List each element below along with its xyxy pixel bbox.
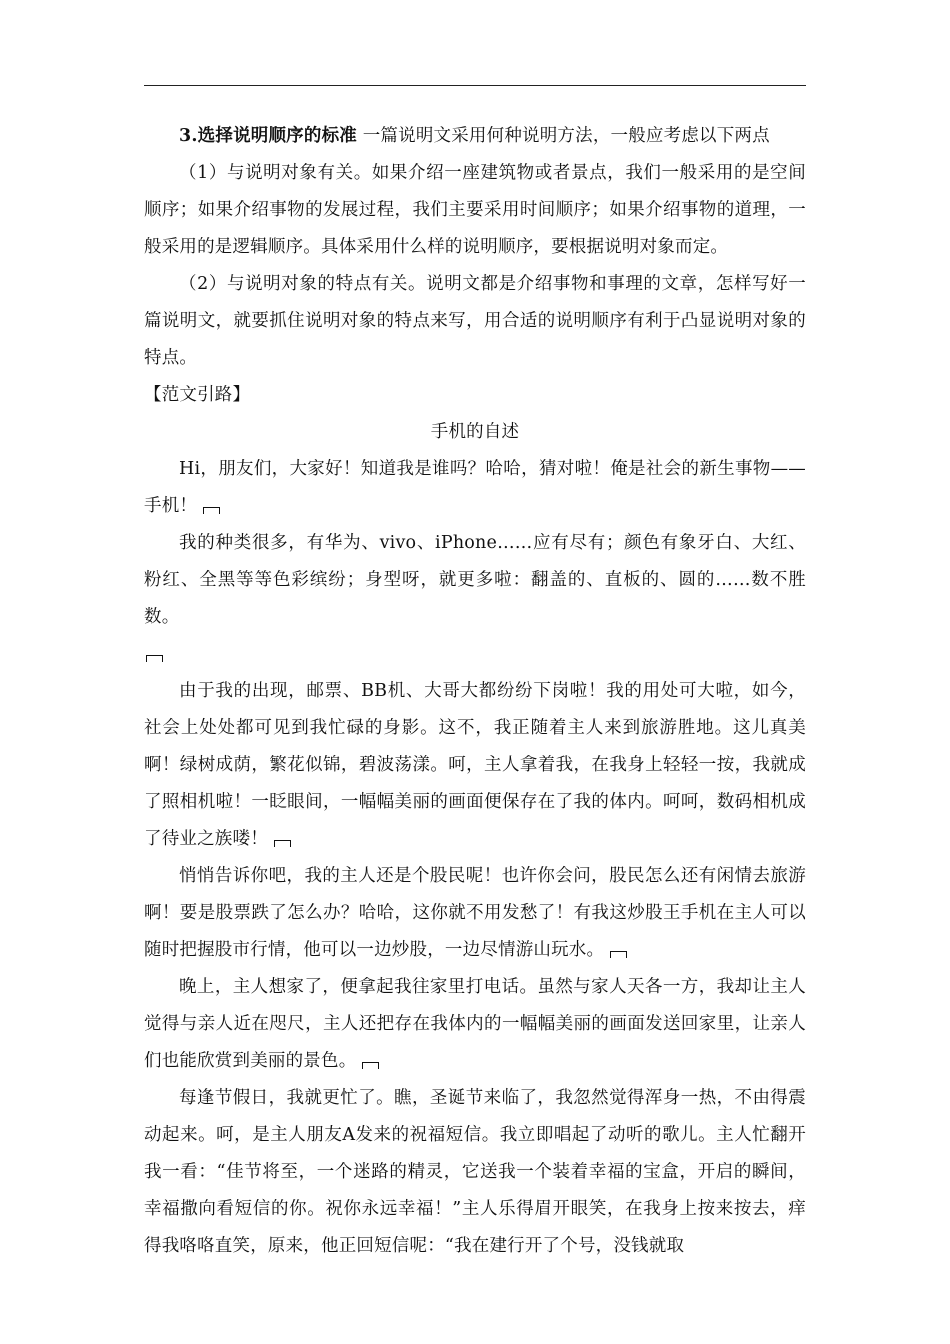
sample-paragraph-2 — [144, 525, 806, 636]
annotation-bracket-icon — [274, 840, 291, 847]
sample-paragraph-1-text: Hi，朋友们，大家好！知道我是谁吗？哈哈，猜对啦！俺是社会的新生事物——手机！ — [144, 459, 806, 516]
section-3-intro-text: 一篇说明文采用何种说明方法，一般应考虑以下两点 — [362, 126, 770, 146]
annotation-bracket-icon — [203, 507, 220, 514]
sample-paragraph-4-text: 悄悄告诉你吧，我的主人还是个股民呢！也许你会问，股民怎么还有闲情去旅游啊！要是股票跌了怎么办？哈哈，这你就不用发愁了！有我这炒股王手机在主人可以随时把握股市行情，他可以一边炒股，一边尽情游山玩水。 — [144, 866, 806, 960]
sample-paragraph-5-text: 晚上，主人想家了，便拿起我往家里打电话。虽然与家人天各一方，我却让主人觉得与亲人近在咫尺，主人还把存在我体内的一幅幅美丽的画面发送回家里，让亲人们也能欣赏到美丽的景色。 — [144, 977, 806, 1071]
point-1-paragraph: （1）与说明对象有关。如果介绍一座建筑物或者景点，我们一般采用的是空间顺序；如果介绍事物的发展过程，我们主要采用时间顺序；如果介绍事物的道理，一般采用的是逻辑顺序。具体采用什么样的说明顺序，要根据说明对象而定。 — [144, 163, 806, 257]
annotation-bracket-line — [144, 636, 806, 673]
section-3-intro — [144, 118, 806, 155]
sample-paragraph-1 — [144, 451, 806, 525]
sample-paragraph-6 — [144, 1080, 806, 1265]
sample-label: 【范文引路】 — [144, 385, 251, 405]
sample-paragraph-2-text: 我的种类很多，有华为、vivo、iPhone……应有尽有；颜色有象牙白、大红、粉红、全黑等等色彩缤纷；身型呀，就更多啦：翻盖的、直板的、圆的……数不胜数。 — [144, 533, 806, 627]
sample-paragraph-3 — [144, 673, 806, 858]
section-3-heading: 3.选择说明顺序的标准 — [179, 126, 357, 146]
annotation-bracket-icon — [146, 655, 163, 662]
annotation-bracket-icon — [362, 1062, 379, 1069]
annotation-bracket-icon — [610, 951, 627, 958]
sample-paragraph-5 — [144, 969, 806, 1080]
sample-paragraph-3-text: 由于我的出现，邮票、BB机、大哥大都纷纷下岗啦！我的用处可大啦，如今，社会上处处都可见到我忙碌的身影。这不，我正随着主人来到旅游胜地。这儿真美啊！绿树成荫，繁花似锦，碧波荡漾。呵，主人拿着我，在我身上轻轻一按，我就成了照相机啦！一眨眼间，一幅幅美丽的画面便保存在了我的体内。呵呵，数码相机成了待业之族喽！ — [144, 681, 806, 849]
document-body — [144, 118, 806, 1265]
sample-paragraph-4 — [144, 858, 806, 969]
sample-paragraph-6-text: 每逢节假日，我就更忙了。瞧，圣诞节来临了，我忽然觉得浑身一热，不由得震动起来。呵，是主人朋友A发来的祝福短信。我立即唱起了动听的歌儿。主人忙翻开我一看：“佳节将至，一个迷路的精灵，它送我一个装着幸福的宝盒，开启的瞬间，幸福撒向看短信的你。祝你永远幸福！”主人乐得眉开眼笑，在我身上按来按去，痒得我咯咯直笑，原来，他正回短信呢：“我在建行开了个号，没钱就取 — [144, 1088, 806, 1256]
point-2-paragraph: （2）与说明对象的特点有关。说明文都是介绍事物和事理的文章，怎样写好一篇说明文，就要抓住说明对象的特点来写，用合适的说明顺序有利于凸显说明对象的特点。 — [144, 274, 806, 368]
header-rule — [144, 85, 806, 86]
sample-title: 手机的自述 — [430, 422, 520, 442]
